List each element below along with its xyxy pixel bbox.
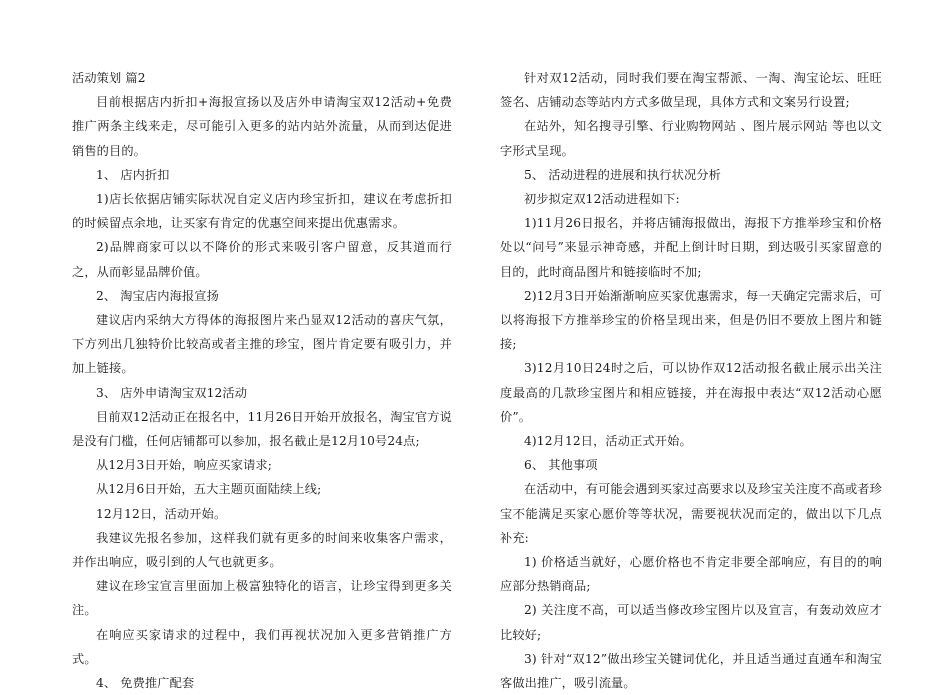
paragraph: 12月12日，活动开始。 — [96, 506, 227, 521]
paragraph: 目前根据店内折扣+海报宣扬以及店外申请淘宝双12活动+免费推广两条主线来走，尽可能引入更多的站内站外流量，从而到达促进销售的目的。 — [72, 95, 452, 158]
paragraph: 1) 价格适当就好，心愿价格也不肯定非要全部响应，有目的的响应部分热销商品; — [500, 555, 882, 594]
paragraph: 我建议先报名参加，这样我们就有更多的时间来收集客户需求，并作出响应，吸引到的人气也就更多。 — [72, 530, 452, 570]
paragraph: 2)12月3日开始渐渐响应买家优惠需求，每一天确定完需求后，可以将海报下方推举珍宝的价格呈现出来，但是仍旧不要放上图片和链接; — [500, 288, 882, 352]
section-heading: 6、 其他事项 — [524, 458, 598, 473]
section-heading: 3、 店外申请淘宝双12活动 — [96, 385, 248, 400]
section-heading: 5、 活动进程的进展和执行状况分析 — [524, 167, 721, 182]
paragraph: 2)品牌商家可以以不降价的形式来吸引客户留意，反其道而行之，从而彰显品牌价值。 — [72, 240, 452, 279]
paragraph: 在站外，知名搜寻引擎、行业购物网站 、图片展示网站 等也以文字形式呈现。 — [500, 119, 882, 158]
section-heading: 4、 免费推广配套 — [96, 676, 195, 691]
document-title: 活动策划 篇2 — [72, 71, 146, 85]
paragraph: 初步拟定双12活动进程如下: — [524, 192, 680, 207]
paragraph: 1)11月26日报名，并将店铺海报做出，海报下方推举珍宝和价格处以“问号”来显示神奇感，并配上倒计时日期，到达吸引买家留意的目的，此时商品图片和链接临时不加; — [500, 216, 882, 279]
paragraph: 从12月6日开始，五大主题页面陆续上线; — [96, 482, 322, 497]
paragraph: 针对双12活动，同时我们要在淘宝帮派、一淘、淘宝论坛、旺旺签名、店铺动态等站内方式多做呈现，具体方式和文案另行设置; — [500, 71, 882, 110]
paragraph: 4)12月12日，活动正式开始。 — [524, 434, 692, 449]
paragraph: 2) 关注度不高，可以适当修改珍宝图片以及宣言，有轰动效应才比较好; — [500, 603, 882, 642]
paragraph: 建议店内采纳大方得体的海报图片来凸显双12活动的喜庆气氛，下方列出几独特价比较高或者主推的珍宝，图片肯定要有吸引力，并加上链接。 — [72, 313, 452, 376]
paragraph: 从12月3日开始，响应买家请求; — [96, 458, 273, 473]
paragraph: 3)12月10日24时之后，可以协作双12活动报名截止展示出关注度最高的几款珍宝图片和相应链接，并在海报中表达“双12活动心愿价”。 — [500, 361, 882, 424]
paragraph: 3) 针对“双12”做出珍宝关键词优化，并且适当通过直通车和淘宝客做出推广，吸引流量。 — [500, 651, 882, 691]
section-heading: 2、 淘宝店内海报宣扬 — [96, 288, 219, 303]
paragraph: 建议在珍宝宣言里面加上极富独特化的语言，让珍宝得到更多关注。 — [72, 579, 452, 618]
paragraph: 1)店长依据店铺实际状况自定义店内珍宝折扣，建议在考虑折扣的时候留点余地，让买家有肯定的优惠空间来提出优惠需求。 — [72, 192, 452, 231]
section-heading: 1、 店内折扣 — [96, 167, 170, 182]
paragraph: 在活动中，有可能会遇到买家过高要求以及珍宝关注度不高或者珍宝不能满足买家心愿价等等状况，需要视状况而定的，做出以下几点补充: — [500, 482, 882, 545]
left-column — [72, 66, 452, 695]
right-column — [500, 66, 882, 695]
paragraph: 目前双12活动正在报名中，11月26日开始开放报名，淘宝官方说是没有门槛，任何店铺都可以参加，报名截止是12月10号24点; — [72, 409, 452, 449]
paragraph: 在响应买家请求的过程中，我们再视状况加入更多营销推广方式。 — [72, 627, 452, 666]
